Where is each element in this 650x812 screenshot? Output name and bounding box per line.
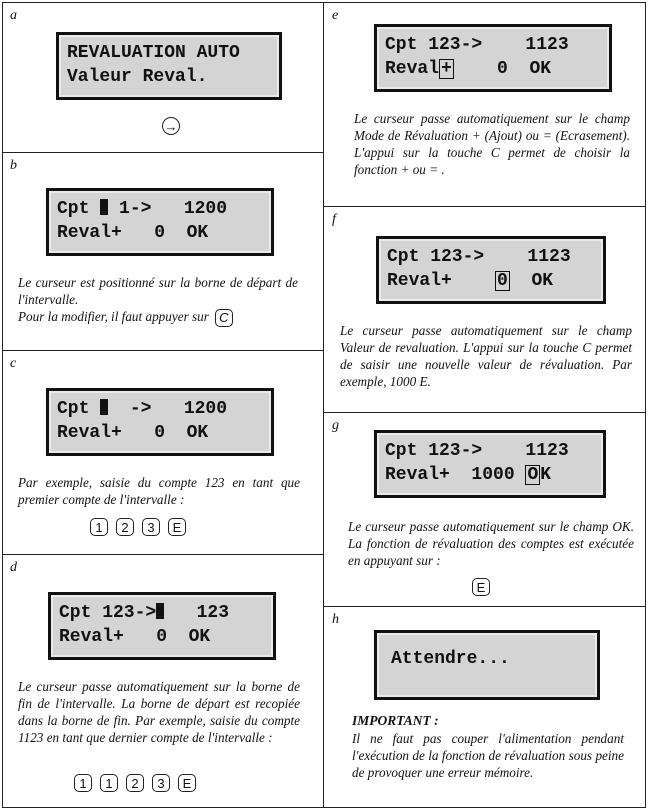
mode-field-cursor: +	[441, 59, 452, 79]
key-2: 2	[126, 774, 144, 792]
panel-e	[324, 2, 646, 206]
lcd-text: Reval	[385, 59, 440, 79]
panel-letter: e	[332, 8, 339, 23]
lcd-text: Reval+	[387, 271, 496, 291]
lcd-line-2: Reval+ 0 OK	[59, 627, 211, 647]
description: Le curseur passe automatiquement sur le champ Mode de Révaluation + (Ajout) ou = (Ecrasement). L'appui sur la touche C permet de choisir la fonction + ou = .	[354, 111, 630, 177]
panel-g	[324, 412, 646, 606]
lcd-line-2	[385, 463, 595, 487]
description-text: Le curseur est positionné sur la borne de départ de l'intervalle.	[18, 275, 298, 307]
key-e: E	[168, 518, 186, 536]
lcd-line-2	[385, 57, 601, 81]
lcd-line-2: Reval+ 0 OK	[57, 423, 209, 443]
panel-c	[2, 350, 324, 554]
panel-b	[2, 152, 324, 350]
description: Le curseur passe automatiquement sur la borne de fin de l'intervalle. La borne de départ est recopiée dans la borne de fin. Par exemple, saisie du compte 1123 en tant que dernier compte de l'intervalle :	[18, 679, 300, 745]
key-sequence	[90, 518, 186, 536]
lcd-text: OK	[509, 271, 554, 291]
description-text: Pour la modifier, il faut appuyer sur	[18, 309, 209, 324]
key-sequence	[74, 774, 196, 792]
lcd-text: 123	[164, 603, 230, 623]
panel-letter: c	[10, 356, 17, 371]
key-1: 1	[100, 774, 118, 792]
lcd-display	[376, 236, 606, 304]
value-field-cursor: 0	[497, 271, 508, 291]
lcd-text: Cpt	[57, 199, 101, 219]
key-1: 1	[90, 518, 108, 536]
lcd-display	[374, 430, 606, 498]
panel-h	[324, 606, 646, 808]
lcd-line-1: Cpt 123-> 1123	[385, 441, 569, 461]
lcd-line-1	[57, 197, 263, 221]
lcd-display	[374, 24, 612, 92]
lcd-line-1: Cpt 123-> 1123	[387, 247, 571, 267]
lcd-display	[56, 32, 282, 100]
arrow-key-glyph: →	[164, 118, 178, 134]
key-e: E	[472, 578, 490, 596]
important-heading: IMPORTANT :	[352, 713, 439, 728]
key-e: E	[178, 774, 196, 792]
lcd-display	[46, 188, 274, 256]
lcd-text: -> 1200	[108, 399, 228, 419]
lcd-line-1: Attendre...	[391, 649, 510, 669]
enter-arrow-key	[162, 117, 180, 135]
panel-letter: b	[10, 158, 17, 173]
panel-letter: g	[332, 418, 339, 433]
lcd-line-2: Reval+ 0 OK	[57, 223, 209, 243]
lcd-text: Reval+ 1000	[385, 465, 526, 485]
ok-field-cursor: O	[527, 465, 539, 485]
description: Le curseur passe automatiquement sur le champ OK. La fonction de révaluation des comptes est exécutée en appuyant sur :	[348, 519, 634, 568]
lcd-line-1	[59, 601, 265, 625]
lcd-text: 0 OK	[453, 59, 552, 79]
panel-letter: a	[10, 8, 17, 23]
panel-a	[2, 2, 324, 152]
panel-letter: f	[332, 212, 336, 227]
warning-text: Il ne faut pas couper l'alimentation pendant l'exécution de la fonction de révaluation sous peine de provoquer une erreur mémoire.	[352, 731, 624, 780]
key-2: 2	[116, 518, 134, 536]
lcd-text: 1-> 1200	[108, 199, 228, 219]
description: Par exemple, saisie du compte 123 en tant que premier compte de l'intervalle :	[18, 475, 300, 507]
lcd-line-2	[387, 269, 595, 293]
lcd-text: Cpt 123->	[59, 603, 157, 623]
lcd-display	[48, 592, 276, 660]
panel-d	[2, 554, 324, 808]
key-1: 1	[74, 774, 92, 792]
panel-f	[324, 206, 646, 412]
lcd-text: Cpt	[57, 399, 101, 419]
c-key: C	[215, 309, 233, 327]
lcd-line-1: Cpt 123-> 1123	[385, 35, 569, 55]
description-line	[18, 308, 298, 327]
key-3: 3	[152, 774, 170, 792]
panel-letter: h	[332, 612, 339, 627]
description: Le curseur passe automatiquement sur le champ Valeur de revaluation. L'appui sur la touche C permet de saisir une nouvelle valeur de révaluation. Par exemple, 1000 E.	[340, 323, 632, 389]
lcd-line-1	[57, 397, 263, 421]
lcd-text: K	[540, 465, 552, 485]
lcd-display	[374, 630, 600, 700]
description	[18, 274, 298, 327]
panel-letter: d	[10, 560, 17, 575]
lcd-line-1: REVALUATION AUTO	[67, 43, 240, 63]
key-3: 3	[142, 518, 160, 536]
lcd-display	[46, 388, 274, 456]
lcd-line-2: Valeur Reval.	[67, 67, 208, 87]
